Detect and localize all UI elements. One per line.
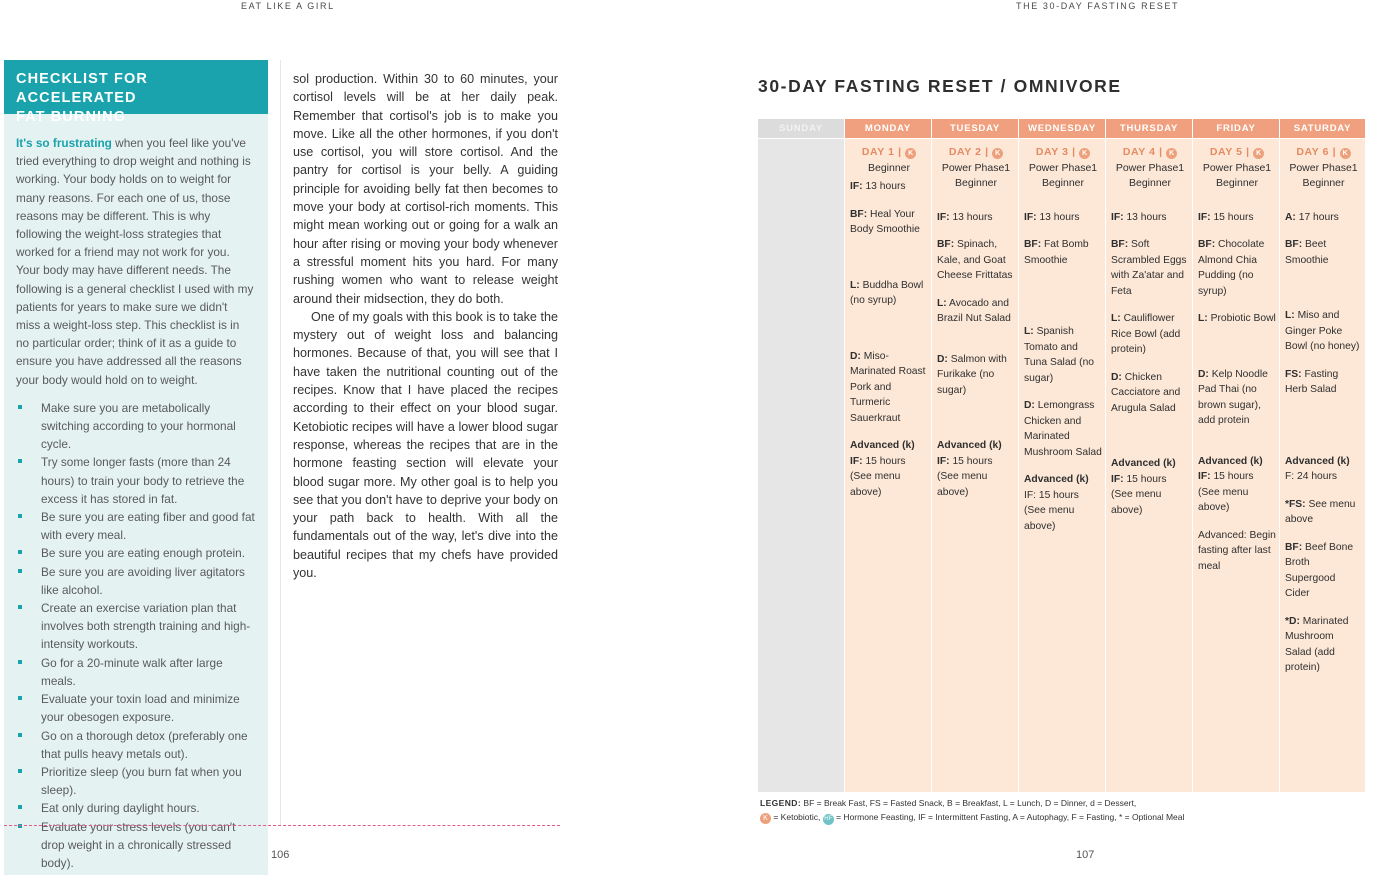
checklist-item <box>16 544 258 562</box>
meal-entry <box>1111 210 1189 226</box>
meal-entry <box>850 349 928 427</box>
meal-entry-label: A: <box>1285 211 1296 223</box>
meal-entry-label: BF: <box>1024 239 1042 250</box>
meal-entry-text: Miso-Marinated Roast Pork and Turmeric Sauerkraut <box>850 350 926 424</box>
running-head-left: EAT LIKE A GIRL <box>241 1 335 11</box>
column-body <box>758 139 844 792</box>
day-label <box>850 145 928 161</box>
meal-entry <box>1285 454 1362 470</box>
checklist-item-text: Eat only during daylight hours. <box>41 801 200 816</box>
meal-entry-label: *D: <box>1285 615 1300 627</box>
meal-entry-label: IF: <box>937 455 950 467</box>
column-body <box>1019 139 1105 792</box>
column-sunday <box>758 119 844 792</box>
phase-label: Power Phase1 <box>1289 161 1358 174</box>
meal-entry <box>1285 497 1362 528</box>
meal-entry <box>850 454 928 501</box>
column-body <box>845 139 931 792</box>
meal-entry-text: 15 hours (See menu above) <box>850 455 906 498</box>
meal-entry-label: D: <box>1198 368 1209 380</box>
meal-entry <box>1024 237 1102 268</box>
meal-entry-text: Heal Your Body Smoothie <box>850 208 920 235</box>
meal-entry-text: Beef Bone Broth Supergood Cider <box>1285 541 1354 599</box>
checklist-item <box>16 727 258 763</box>
ketobiotic-icon: K <box>1340 148 1351 159</box>
meal-entry-text: F: 24 hours <box>1285 471 1338 482</box>
bullet-icon <box>18 733 22 737</box>
meal-entry-text: 17 hours <box>1295 211 1339 223</box>
bullet-icon <box>18 514 22 518</box>
meal-entry-text: Fasting Herb Salad <box>1285 368 1339 395</box>
column-body <box>1193 139 1279 792</box>
meal-entry-text: Beet Smoothie <box>1285 239 1329 266</box>
column-friday <box>1193 119 1279 792</box>
column-header: WEDNESDAY <box>1019 119 1105 138</box>
bullet-icon <box>18 569 22 573</box>
meal-entry-label: BF: <box>1285 541 1303 553</box>
meal-entry-label: BF: <box>1198 239 1216 250</box>
column-header: TUESDAY <box>932 119 1018 138</box>
meal-entry-text: Cauliflower Rice Bowl (add protein) <box>1111 313 1181 355</box>
stage-label: Beginner <box>1128 177 1172 189</box>
sidebar-intro <box>4 114 268 389</box>
stage-label: Beginner <box>1215 177 1259 189</box>
checklist-item <box>16 563 258 599</box>
meal-entry-text: Buddha Bowl (no syrup) <box>850 279 924 306</box>
day-text: DAY 6 | <box>1296 146 1337 158</box>
meal-entry <box>937 237 1015 284</box>
meal-entry <box>1024 324 1102 386</box>
day-text: DAY 1 | <box>861 146 902 158</box>
checklist-sidebar <box>4 60 268 875</box>
page-number-left: 106 <box>271 849 290 861</box>
sidebar-title <box>4 60 268 125</box>
dashed-guide <box>4 825 560 826</box>
meal-entry-label: Advanced (k) <box>1198 455 1263 467</box>
checklist-item <box>16 453 258 508</box>
body-paragraph: sol production. Within 30 to 60 minutes, your cortisol levels will be at her daily peak. Remember that cortisol's job is to make you move. Like all the other hormones, if you don't use cortisol, you will store cortisol. And the pantry for cortisol is your belly. A guiding principle for avoiding belly fat then becomes to move your body at cortisol-rich moments. This might mean working out or going for a walk an hour after rising or moving your body whenever a stressful moment hits you hard. For many rushing women who want to release weight around their midsection, they do both. <box>293 72 558 306</box>
meal-entry-text: Kelp Noodle Pad Thai (no brown sugar), add protein <box>1198 368 1268 426</box>
meal-entry-label: Advanced (k) <box>1111 458 1176 469</box>
sidebar-title-line1: CHECKLIST FOR ACCELERATED <box>16 71 148 106</box>
meal-entry <box>1198 367 1276 429</box>
bullet-icon <box>18 769 22 773</box>
meal-entry <box>937 454 1015 501</box>
meal-entry-text: 13 hours <box>1123 211 1167 223</box>
ketobiotic-icon: K <box>1166 148 1177 159</box>
meal-entry-label: L: <box>937 297 947 309</box>
meal-entry <box>937 438 1015 454</box>
meal-entry <box>1024 472 1102 488</box>
meal-entry <box>1198 210 1276 226</box>
column-header: MONDAY <box>845 119 931 138</box>
meal-entry <box>1198 528 1276 575</box>
meal-entry-label: L: <box>1024 326 1034 337</box>
bullet-icon <box>18 805 22 809</box>
column-header: SUNDAY <box>758 119 844 138</box>
ketobiotic-icon: K <box>1079 148 1090 159</box>
column-thursday <box>1106 119 1192 792</box>
bullet-icon <box>18 459 22 463</box>
checklist-item <box>16 599 258 654</box>
meal-entry-label: Advanced (k) <box>1024 474 1089 485</box>
column-wednesday <box>1019 119 1105 792</box>
bullet-icon <box>18 696 22 700</box>
legend-k-text: = Ketobiotic, <box>771 812 823 822</box>
meal-entry-text: Avocado and Brazil Nut Salad <box>937 297 1011 324</box>
meal-entry-text: 15 hours <box>1210 211 1254 223</box>
sidebar-title-line2: FAT BURNING <box>16 109 127 125</box>
meal-entry <box>1024 210 1102 226</box>
phase-label: Power Phase1 <box>941 161 1011 174</box>
meal-entry-label: IF: <box>1198 211 1211 223</box>
meal-entry-label: D: <box>1024 400 1035 411</box>
meal-entry <box>850 207 928 238</box>
legend-line1 <box>760 796 1184 810</box>
checklist-item-text: Evaluate your stress levels (you can't drop weight in a chronically stressed body). <box>41 819 236 870</box>
meal-entry-label: IF: <box>850 181 863 192</box>
legend-text2: = Hormone Feasting, IF = Intermittent Fasting, A = Autophagy, F = Fasting, * = Optional Meal <box>833 812 1185 822</box>
meal-entry-text: Salmon with Furikake (no sugar) <box>937 353 1007 396</box>
ketobiotic-icon: K <box>992 148 1003 159</box>
meal-entry <box>850 278 928 309</box>
meal-entry-label: BF: <box>1285 239 1303 250</box>
meal-entry-text: Soft Scrambled Eggs with Za'atar and Feta <box>1111 239 1187 297</box>
hormone-feasting-icon: HF <box>823 814 834 825</box>
phase-label: Power Phase1 <box>1115 161 1185 174</box>
legend-line2 <box>760 810 1184 825</box>
checklist-item-text: Go on a thorough detox (preferably one that pulls heavy metals out). <box>41 728 248 761</box>
meal-entry-label: IF: <box>1111 211 1124 223</box>
meal-entry <box>1111 472 1189 519</box>
meal-entry <box>1198 454 1276 470</box>
checklist-item-text: Be sure you are eating fiber and good fat with every meal. <box>41 510 255 543</box>
bullet-icon <box>18 550 22 554</box>
phase-label: Power Phase1 <box>1028 161 1098 174</box>
bullet-icon <box>18 660 22 664</box>
column-body <box>932 139 1018 792</box>
meal-entry <box>1111 456 1189 472</box>
phase-label: Power Phase1 <box>1202 161 1272 174</box>
meal-entry-text: Fat Bomb Smoothie <box>1024 239 1089 266</box>
meal-entry-text: Lemongrass Chicken and Marinated Mushroom Salad <box>1024 400 1102 458</box>
checklist <box>4 389 268 872</box>
meal-entry <box>1198 469 1276 516</box>
checklist-item-text: Prioritize sleep (you burn fat when you sleep). <box>41 764 242 798</box>
checklist-item-text: Create an exercise variation plan that involves both strength training and high-intensity workouts. <box>41 601 251 652</box>
meal-entry <box>937 352 1015 399</box>
meal-entry <box>1285 210 1362 226</box>
meal-entry-text: 15 hours (See menu above) <box>937 455 993 498</box>
running-head-right: THE 30-DAY FASTING RESET <box>1016 1 1180 11</box>
meal-entry <box>1024 488 1102 535</box>
meal-entry-label: Advanced (k) <box>937 440 1002 451</box>
meal-entry <box>850 438 928 454</box>
checklist-item <box>16 799 258 817</box>
meal-entry-label: BF: <box>937 239 955 250</box>
checklist-item-text: Make sure you are metabolically switching according to your hormonal cycle. <box>41 400 236 452</box>
day-text: DAY 5 | <box>1209 146 1250 158</box>
checklist-item <box>16 654 258 690</box>
column-header: FRIDAY <box>1193 119 1279 138</box>
meal-entry <box>1198 311 1276 327</box>
meal-entry-label: D: <box>1111 371 1122 383</box>
ketobiotic-icon: K <box>905 148 916 159</box>
meal-entry-text: 15 hours (See menu above) <box>1111 473 1167 516</box>
meal-entry-text: IF: 15 hours (See menu above) <box>1024 489 1079 532</box>
column-divider <box>280 60 281 825</box>
meal-entry-label: L: <box>850 279 860 291</box>
stage-label: Beginner <box>867 161 911 174</box>
checklist-item-text: Be sure you are avoiding liver agitators like alcohol. <box>41 564 245 597</box>
day-text: DAY 3 | <box>1035 146 1076 158</box>
meal-entry-label: L: <box>1285 310 1295 321</box>
ketobiotic-icon: K <box>760 813 771 824</box>
day-label <box>1024 145 1102 161</box>
meal-entry-text: Miso and Ginger Poke Bowl (no honey) <box>1285 310 1360 352</box>
meal-entry-text: Chicken Cacciatore and Arugula Salad <box>1111 371 1181 414</box>
bullet-icon <box>18 605 22 609</box>
day-label <box>937 145 1015 161</box>
checklist-item-text: Evaluate your toxin load and minimize your obesogen exposure. <box>41 692 240 725</box>
meal-entry-text: Spinach, Kale, and Goat Cheese Frittatas <box>937 239 1013 281</box>
body-text <box>293 70 558 582</box>
checklist-item <box>16 763 258 799</box>
checklist-item-text: Be sure you are eating enough protein. <box>41 546 245 561</box>
meal-entry-text: Marinated Mushroom Salad (add protein) <box>1285 615 1349 673</box>
meal-entry-label: L: <box>1198 313 1208 324</box>
meal-entry <box>1285 540 1362 602</box>
column-header: SATURDAY <box>1280 119 1365 138</box>
meal-entry-label: D: <box>937 353 948 365</box>
meal-entry <box>1198 237 1276 299</box>
meal-entry <box>1285 469 1362 485</box>
meal-entry-label: Advanced (k) <box>1285 455 1350 467</box>
checklist-item-text: Try some longer fasts (more than 24 hours) to train your body to retrieve the excess it has stored in fat. <box>41 455 245 506</box>
column-body <box>1106 139 1192 792</box>
meal-entry-text: 13 hours <box>862 181 906 192</box>
meal-entry-label: *FS: <box>1285 498 1306 510</box>
day-text: DAY 4 | <box>1122 146 1163 158</box>
meal-entry-label: IF: <box>850 455 863 467</box>
legend <box>760 796 1184 825</box>
checklist-item <box>16 690 258 726</box>
intro-text: when you feel like you've tried everything to drop weight and nothing is working. Your body holds on to weight for many reasons. For each one of us, those reasons may be different. This is why following the weight-loss strategies that worked for a friend may not work for you. Your body may have different needs. The following is a general checklist I used with my patients for years to make sure we didn't miss a weight-loss step. This checklist is in no particular order; think of it as a guide to ensure you have addressed all the reasons your body would hold on to weight. <box>16 136 254 387</box>
meal-entry <box>1285 614 1362 676</box>
meal-entry-label: FS: <box>1285 368 1302 380</box>
bullet-icon <box>18 405 22 409</box>
legend-lead: LEGEND: <box>760 798 802 808</box>
meal-entry <box>1111 237 1189 299</box>
column-body <box>1280 139 1365 792</box>
day-text: DAY 2 | <box>948 146 989 158</box>
ketobiotic-icon: K <box>1253 148 1264 159</box>
meal-entry-label: BF: <box>1111 239 1129 250</box>
page-number-right: 107 <box>1076 849 1095 861</box>
meal-entry-text: Probiotic Bowl <box>1207 313 1276 324</box>
stage-label: Beginner <box>1041 177 1085 189</box>
meal-entry <box>1111 370 1189 417</box>
stage-label: Beginner <box>1302 177 1345 189</box>
day-label <box>1111 145 1189 161</box>
meal-entry-text: Advanced: Begin fasting after last meal <box>1198 529 1276 572</box>
meal-entry-label: IF: <box>1111 473 1124 485</box>
meal-entry-label: IF: <box>937 211 950 223</box>
meal-entry <box>1285 367 1362 398</box>
checklist-item <box>16 508 258 544</box>
table-title: 30-DAY FASTING RESET / OMNIVORE <box>758 76 1122 96</box>
intro-highlight: It's so frustrating <box>16 136 112 150</box>
day-label <box>1198 145 1276 161</box>
meal-entry-label: D: <box>850 350 861 362</box>
meal-entry-label: IF: <box>1024 211 1037 223</box>
column-tuesday <box>932 119 1018 792</box>
legend-text1: BF = Break Fast, FS = Fasted Snack, B = Breakfast, L = Lunch, D = Dinner, d = Dessert, <box>801 798 1137 808</box>
body-paragraph: One of my goals with this book is to take the mystery out of weight loss and balancing hormones. Because of that, you will see that I have taken the nutritional counting out of the recipes. Know that I have placed the recipes according to their effect on your blood sugar. Ketobiotic recipes will have a lower blood sugar response, whereas the recipes that are in the hormone feasting section will elevate your blood sugar more. My other goal is to help you see that you don't have to deprive your body on your path back to health. With all the fundamentals out of the way, let's dive into the beautiful recipes that my chefs have provided you. <box>293 309 558 581</box>
meal-entry <box>1024 398 1102 460</box>
meal-entry-text: 13 hours <box>949 211 993 223</box>
checklist-item-text: Go for a 20-minute walk after large meals. <box>41 655 223 688</box>
meal-entry-label: L: <box>1111 313 1121 324</box>
day-label <box>1285 145 1362 161</box>
meal-entry-text: See menu above <box>1285 498 1356 525</box>
meal-entry <box>1285 308 1362 355</box>
stage-label: Beginner <box>954 177 998 189</box>
meal-entry <box>1285 237 1362 268</box>
meal-plan-table <box>758 119 1365 792</box>
meal-entry <box>1111 311 1189 358</box>
meal-entry-label: IF: <box>1198 471 1211 482</box>
meal-entry <box>937 296 1015 327</box>
meal-entry-text: Chocolate Almond Chia Pudding (no syrup) <box>1198 239 1265 297</box>
meal-entry-text: 15 hours (See menu above) <box>1198 471 1254 513</box>
meal-entry-label: BF: <box>850 208 868 220</box>
meal-entry-label: Advanced (k) <box>850 440 915 451</box>
column-header: THURSDAY <box>1106 119 1192 138</box>
meal-entry <box>850 179 928 195</box>
meal-entry-text: 13 hours <box>1036 211 1080 223</box>
meal-entry-text: Spanish Tomato and Tuna Salad (no sugar) <box>1024 326 1095 384</box>
meal-entry <box>937 210 1015 226</box>
column-saturday <box>1280 119 1365 792</box>
column-monday <box>845 119 931 792</box>
checklist-item <box>16 399 258 454</box>
